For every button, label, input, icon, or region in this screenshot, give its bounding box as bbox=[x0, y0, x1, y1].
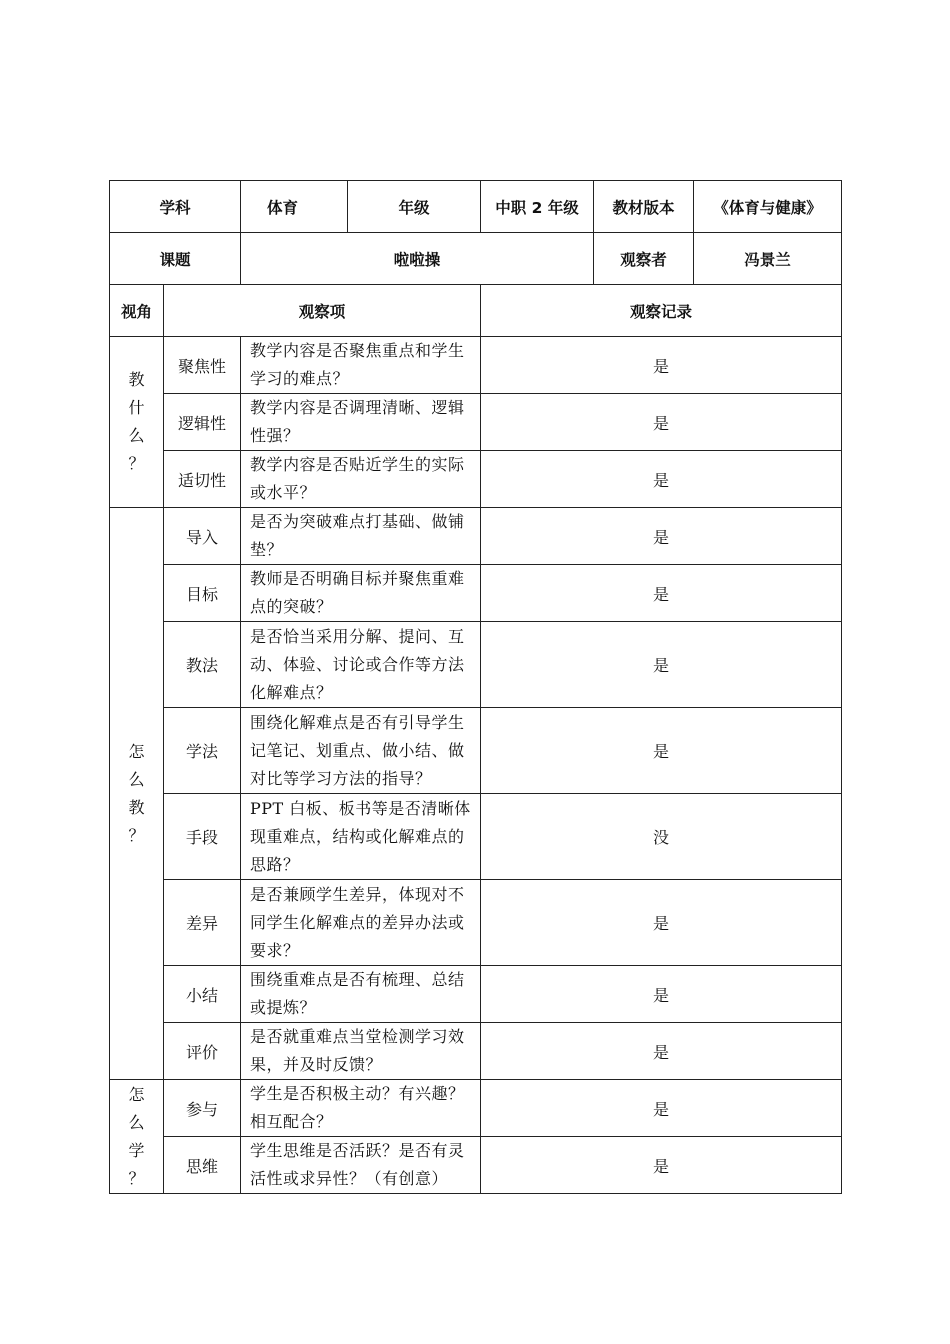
aspect-cell: 教法 bbox=[164, 622, 241, 708]
item-cell: 学生是否积极主动？有兴趣？相互配合？ bbox=[241, 1080, 481, 1137]
aspect-cell: 逻辑性 bbox=[164, 394, 241, 451]
item-cell: 教师是否明确目标并聚焦重难点的突破？ bbox=[241, 565, 481, 622]
header-row-1 bbox=[110, 181, 842, 233]
table-row bbox=[110, 1137, 842, 1194]
aspect-cell: 导入 bbox=[164, 508, 241, 565]
section-char: 么 bbox=[128, 426, 145, 445]
topic-value: 啦啦操 bbox=[241, 233, 594, 285]
record-cell: 没 bbox=[481, 794, 842, 880]
section-char: ？ bbox=[128, 1168, 145, 1188]
record-cell: 是 bbox=[481, 337, 842, 394]
table-row bbox=[110, 451, 842, 508]
subject-value: 体育 bbox=[241, 181, 348, 233]
edition-label: 教材版本 bbox=[594, 181, 694, 233]
record-cell: 是 bbox=[481, 1080, 842, 1137]
item-cell: PPT 白板、板书等是否清晰体现重难点，结构或化解难点的思路？ bbox=[241, 794, 481, 880]
section-char: 什 bbox=[128, 398, 145, 417]
table-row bbox=[110, 394, 842, 451]
item-cell: 围绕重难点是否有梳理、总结或提炼？ bbox=[241, 966, 481, 1023]
aspect-cell: 学法 bbox=[164, 708, 241, 794]
table-row bbox=[110, 708, 842, 794]
section-char: 教 bbox=[128, 797, 145, 817]
record-cell: 是 bbox=[481, 451, 842, 508]
column-header-row bbox=[110, 285, 842, 337]
aspect-cell: 适切性 bbox=[164, 451, 241, 508]
record-header: 观察记录 bbox=[481, 285, 842, 337]
subject-label: 学科 bbox=[110, 181, 241, 233]
item-cell: 学生思维是否活跃？是否有灵活性或求异性？（有创意） bbox=[241, 1137, 481, 1194]
table-row bbox=[110, 508, 842, 565]
item-cell: 是否兼顾学生差异，体现对不同学生化解难点的差异办法或要求？ bbox=[241, 880, 481, 966]
aspect-cell: 目标 bbox=[164, 565, 241, 622]
table-row bbox=[110, 565, 842, 622]
aspect-cell: 手段 bbox=[164, 794, 241, 880]
aspect-cell: 小结 bbox=[164, 966, 241, 1023]
aspect-cell: 参与 bbox=[164, 1080, 241, 1137]
grade-label: 年级 bbox=[348, 181, 481, 233]
table-row bbox=[110, 622, 842, 708]
section-char: ？ bbox=[128, 454, 145, 473]
edition-value: 《体育与健康》 bbox=[694, 181, 842, 233]
header-row-2 bbox=[110, 233, 842, 285]
grade-value: 中职 2 年级 bbox=[481, 181, 594, 233]
record-cell: 是 bbox=[481, 394, 842, 451]
table-row bbox=[110, 966, 842, 1023]
record-cell: 是 bbox=[481, 1023, 842, 1080]
record-cell: 是 bbox=[481, 508, 842, 565]
item-cell: 是否就重难点当堂检测学习效果，并及时反馈？ bbox=[241, 1023, 481, 1080]
topic-label: 课题 bbox=[110, 233, 241, 285]
aspect-cell: 思维 bbox=[164, 1137, 241, 1194]
section-char: 怎 bbox=[128, 741, 145, 761]
item-cell: 围绕化解难点是否有引导学生记笔记、划重点、做小结、做对比等学习方法的指导？ bbox=[241, 708, 481, 794]
table-row bbox=[110, 1080, 842, 1137]
item-cell: 是否恰当采用分解、提问、互动、体验、讨论或合作等方法化解难点？ bbox=[241, 622, 481, 708]
record-cell: 是 bbox=[481, 966, 842, 1023]
section-label bbox=[110, 1080, 164, 1194]
item-cell: 教学内容是否聚焦重点和学生学习的难点？ bbox=[241, 337, 481, 394]
item-cell: 教学内容是否调理清晰、逻辑性强？ bbox=[241, 394, 481, 451]
section-char: 学 bbox=[128, 1140, 145, 1160]
record-cell: 是 bbox=[481, 1137, 842, 1194]
section-char: 么 bbox=[128, 1112, 145, 1132]
observer-label: 观察者 bbox=[594, 233, 694, 285]
aspect-cell: 评价 bbox=[164, 1023, 241, 1080]
table-row bbox=[110, 337, 842, 394]
section-char: 怎 bbox=[128, 1084, 145, 1104]
observation-table bbox=[109, 180, 842, 1194]
item-cell: 是否为突破难点打基础、做铺垫？ bbox=[241, 508, 481, 565]
record-cell: 是 bbox=[481, 565, 842, 622]
record-cell: 是 bbox=[481, 622, 842, 708]
aspect-cell: 聚焦性 bbox=[164, 337, 241, 394]
section-char: ？ bbox=[128, 825, 145, 845]
table-row bbox=[110, 1023, 842, 1080]
section-label bbox=[110, 508, 164, 1080]
item-header: 观察项 bbox=[164, 285, 481, 337]
section-label bbox=[110, 337, 164, 508]
aspect-cell: 差异 bbox=[164, 880, 241, 966]
record-cell: 是 bbox=[481, 880, 842, 966]
table-row bbox=[110, 794, 842, 880]
perspective-header: 视角 bbox=[110, 285, 164, 337]
table-row bbox=[110, 880, 842, 966]
item-cell: 教学内容是否贴近学生的实际或水平？ bbox=[241, 451, 481, 508]
observer-value: 冯景兰 bbox=[694, 233, 842, 285]
section-char: 教 bbox=[128, 370, 145, 389]
section-char: 么 bbox=[128, 769, 145, 789]
record-cell: 是 bbox=[481, 708, 842, 794]
